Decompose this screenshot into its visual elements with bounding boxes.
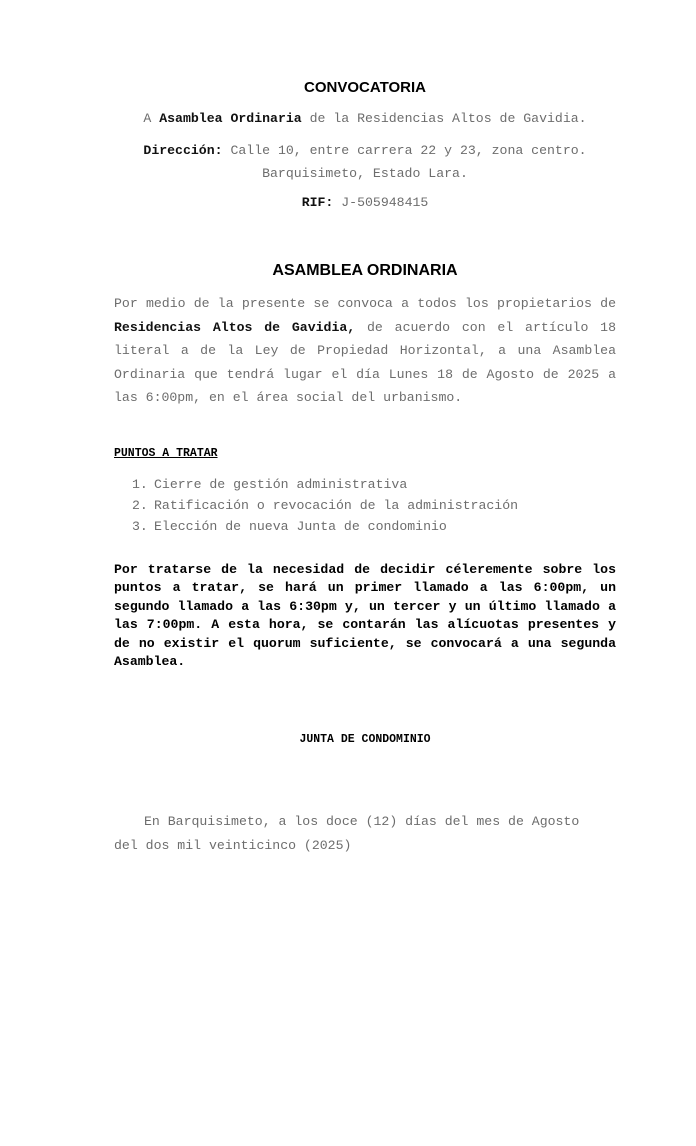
rif-line (0, 195, 696, 210)
document-title: CONVOCATORIA (304, 79, 426, 96)
intro-text-1: Por medio de la presente se convoca a todos los propietarios de (114, 296, 616, 311)
direccion-label: Dirección: (143, 143, 223, 158)
section-title: ASAMBLEA ORDINARIA (272, 262, 458, 279)
direccion-value: Calle 10, entre carrera 22 y 23, zona centro. (222, 143, 587, 158)
list-item (132, 495, 518, 516)
closing-line-1: En Barquisimeto, a los doce (12) días del mes de Agosto (144, 814, 580, 829)
list-item-number: 1. (132, 477, 148, 492)
asamblea-prefix: A (143, 111, 160, 126)
list-item (132, 474, 518, 495)
closing-paragraph (114, 810, 616, 857)
intro-text-2: de acuerdo con el artículo 18 literal a de la Ley de Propiedad Horizontal, a una Asamblea Ordinaria que tendrá lugar el día Lunes 18 de Agosto de 2025 a las 6:00pm, en el área social del urbanismo. (114, 319, 617, 405)
signature-line: JUNTA DE CONDOMINIO (299, 733, 431, 746)
asamblea-line (0, 111, 696, 126)
intro-bold: Residencias Altos de Gavidia, (114, 319, 356, 335)
asamblea-suffix: de la Residencias Altos de Gavidia. (301, 111, 587, 126)
rif-value: J-505948415 (333, 195, 429, 210)
list-item-text: Elección de nueva Junta de condominio (154, 519, 447, 534)
puntos-list (132, 474, 518, 537)
asamblea-bold: Asamblea Ordinaria (159, 111, 302, 126)
direccion-line (0, 143, 696, 158)
closing-line-2: del dos mil veinticinco (2025) (114, 837, 352, 853)
list-item-number: 3. (132, 519, 148, 534)
list-item-text: Cierre de gestión administrativa (154, 477, 408, 492)
puntos-heading: PUNTOS A TRATAR (114, 447, 218, 460)
list-item (132, 516, 518, 537)
intro-paragraph (114, 292, 616, 410)
notice-paragraph: Por tratarse de la necesidad de decidir céleremente sobre los puntos a tratar, se hará un primer llamado a las 6:00pm, un segundo llamado a las 6:30pm y, un tercer y un último llamado a las 7:00pm. A esta hora, se contarán las alícuotas presentes y de no existir el quorum suficiente, se convocará a una segunda Asamblea. (114, 562, 616, 670)
direccion-line-2: Barquisimeto, Estado Lara. (262, 166, 468, 181)
list-item-text: Ratificación o revocación de la administración (154, 498, 519, 513)
rif-label: RIF: (301, 195, 334, 210)
list-item-number: 2. (132, 498, 148, 513)
